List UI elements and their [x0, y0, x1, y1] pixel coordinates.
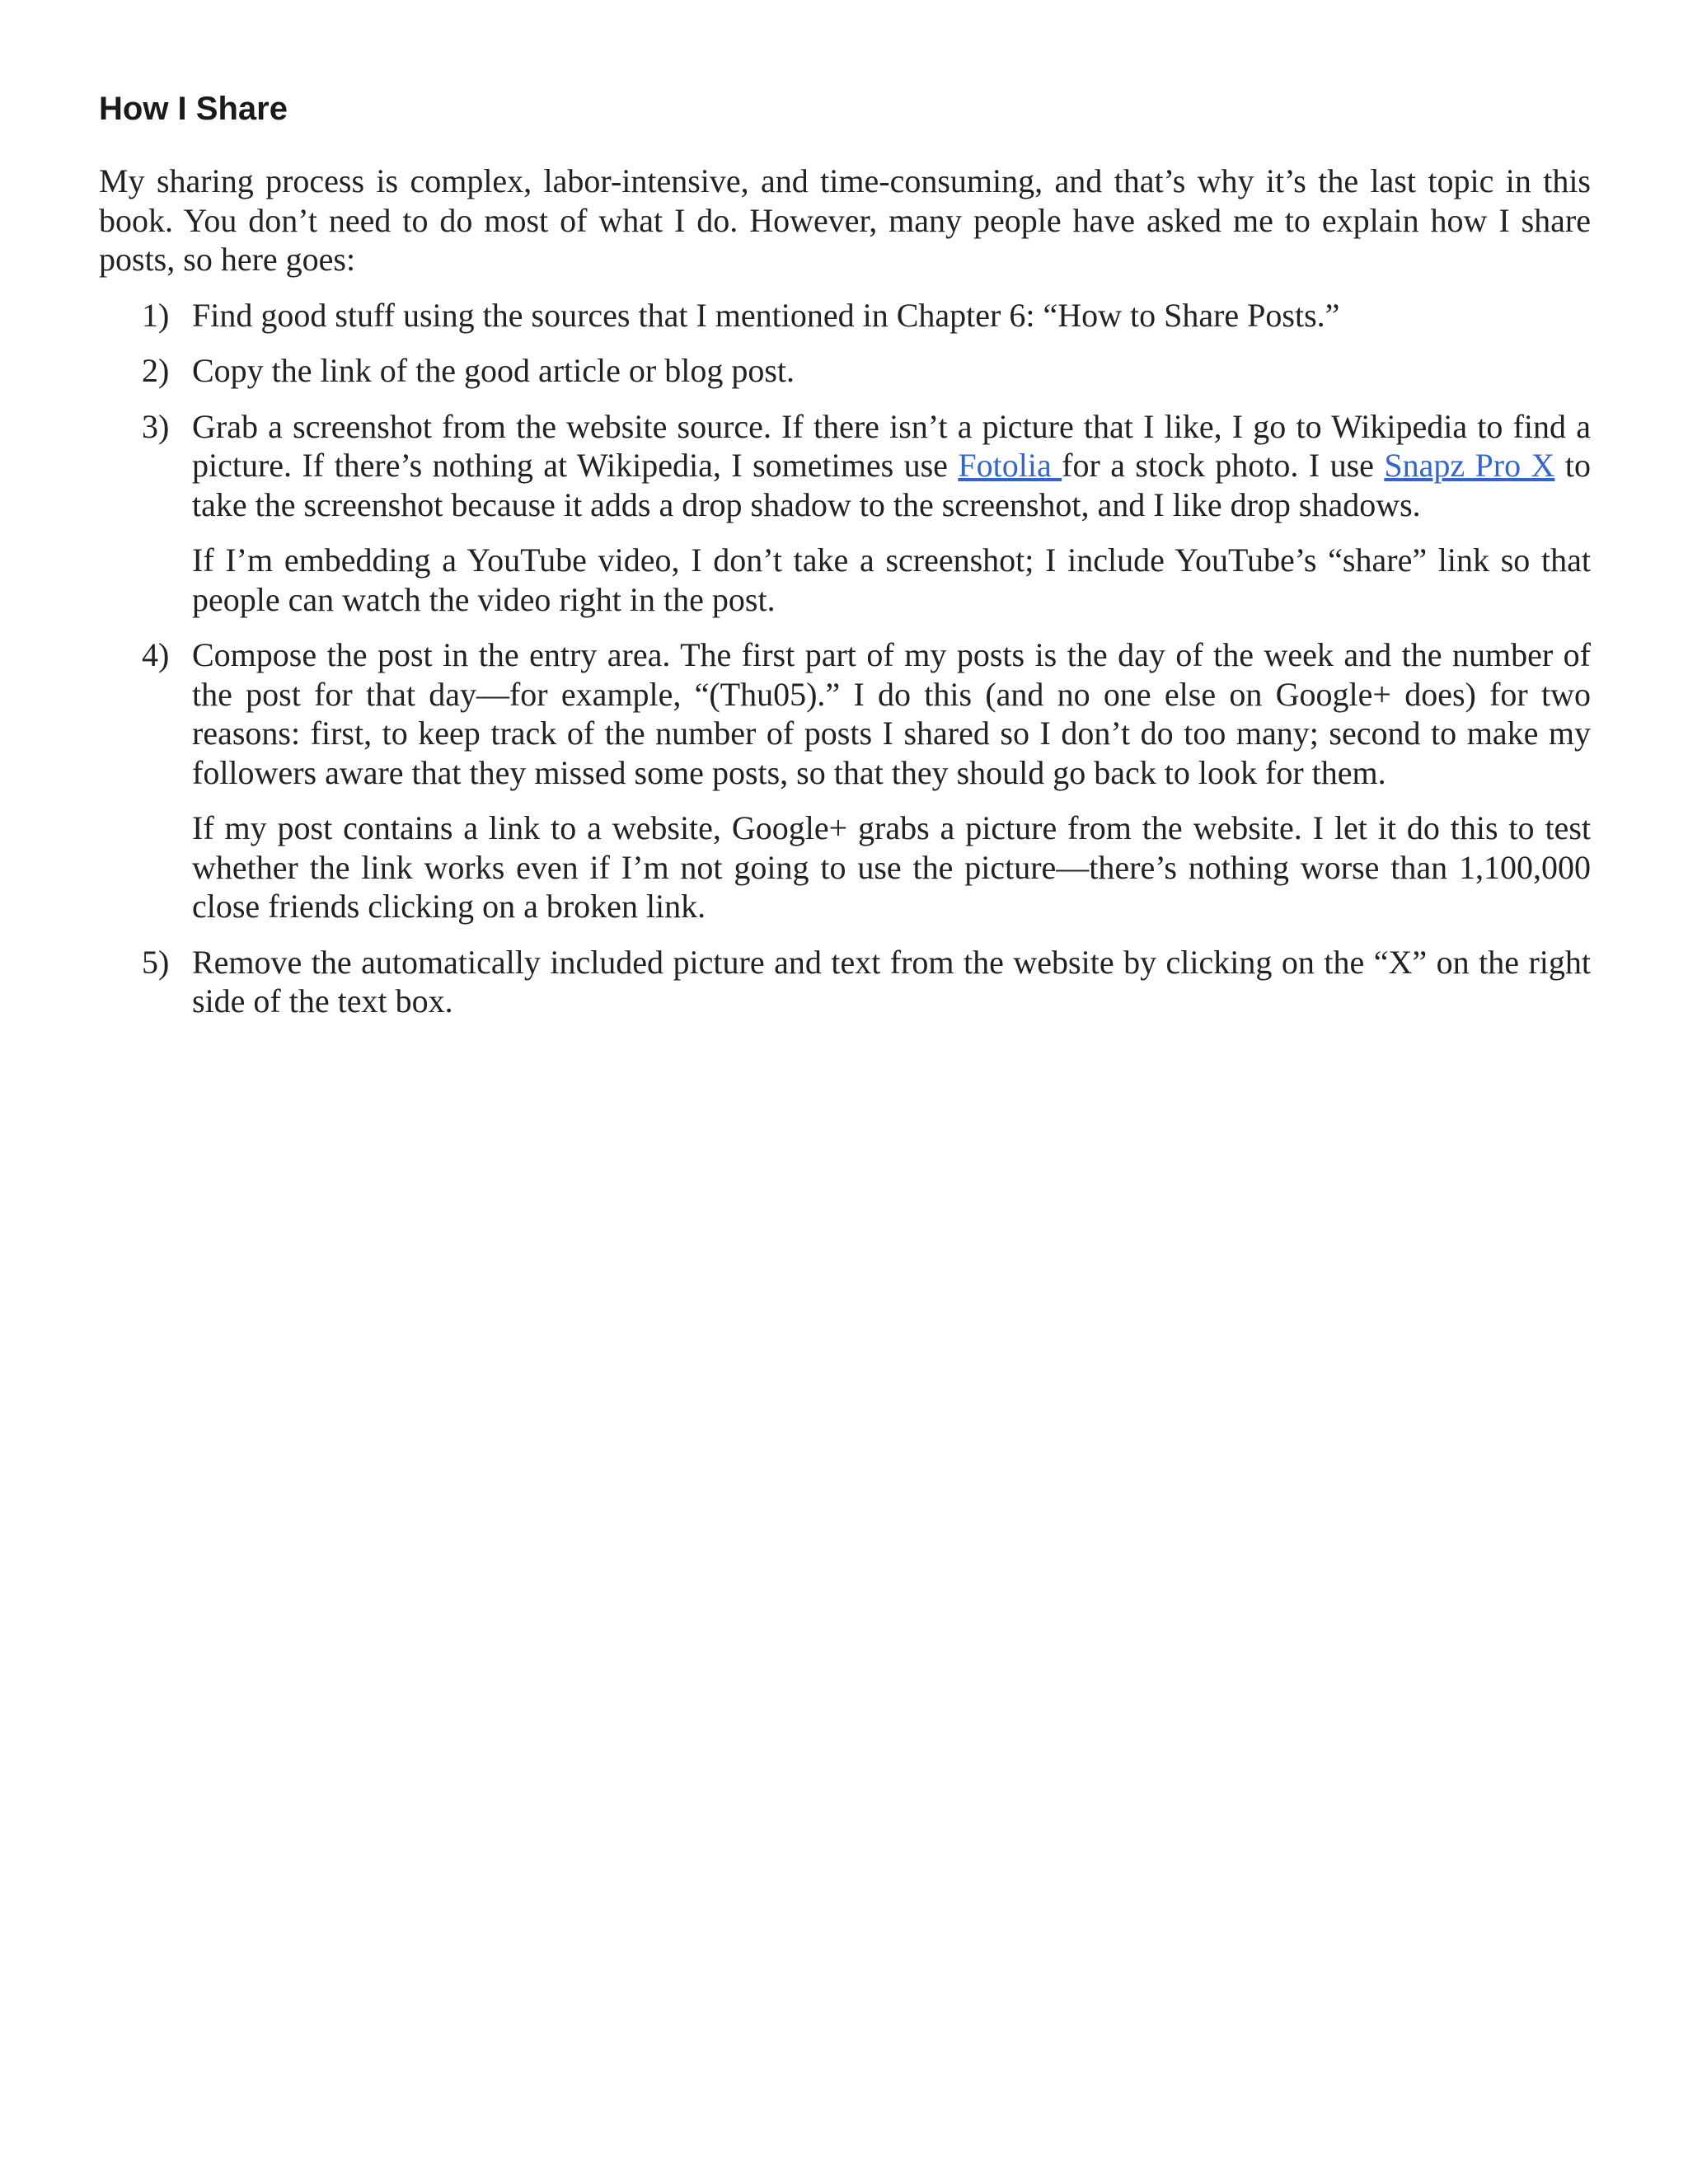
step-text-part: Grab a screenshot from the website source. If there isn’t a picture that I like, I go to Wikipedia to find a picture. If there’s nothing at Wikipedia, I sometimes use — [192, 407, 1591, 484]
list-item — [99, 407, 1591, 620]
step-text: Find good stuff using the sources that I mentioned in Chapter 6: “How to Share Posts.” — [192, 296, 1340, 334]
step-text: If my post contains a link to a website, Google+ grabs a picture from the website. I let it do this to test whether the link works even if I’m not going to use the picture—there’s nothing worse than 1,100,000 close friends clicking on a broken link. — [192, 809, 1591, 925]
snapz-pro-x-link[interactable]: Snapz Pro X — [1384, 447, 1555, 484]
step-text-part: to take the screenshot because it adds a drop shadow to the screenshot, and I like drop shadows. — [192, 447, 1591, 523]
step-text — [192, 407, 1591, 525]
list-item — [99, 351, 1591, 391]
step-number: 2) — [142, 352, 170, 389]
step-text: Compose the post in the entry area. The first part of my posts is the day of the week and the number of the post for that day—for example, “(Thu05).” I do this (and no one else on Google+ does) for two reasons: first, to keep track of the number of posts I shared so I don’t do too many; second to make my followers aware that they missed some posts, so that they should go back to look for them. — [192, 636, 1591, 791]
fotolia-link[interactable]: Fotolia — [958, 447, 1062, 484]
step-text: Remove the automatically included picture and text from the website by clicking on the “X” on the right side of the text box. — [192, 943, 1591, 1019]
steps-list — [99, 296, 1591, 1021]
step-text: If I’m embedding a YouTube video, I don’t take a screenshot; I include YouTube’s “share” link so that people can watch the video right in the post. — [192, 541, 1591, 618]
document-page — [99, 89, 1591, 1038]
step-number: 1) — [142, 296, 170, 334]
list-item — [99, 635, 1591, 926]
intro-paragraph: My sharing process is complex, labor-intensive, and time-consuming, and that’s why it’s the last topic in this book. You don’t need to do most of what I do. However, many people have asked me to explain how I share posts, so here goes: — [99, 162, 1591, 278]
step-number: 4) — [142, 636, 170, 673]
list-item — [99, 943, 1591, 1021]
section-heading: How I Share — [99, 91, 288, 127]
step-text-part: for a stock photo. I use — [1062, 447, 1385, 484]
list-item — [99, 296, 1591, 335]
step-text: Copy the link of the good article or blog post. — [192, 352, 795, 389]
step-number: 5) — [142, 943, 170, 981]
step-number: 3) — [142, 407, 170, 445]
